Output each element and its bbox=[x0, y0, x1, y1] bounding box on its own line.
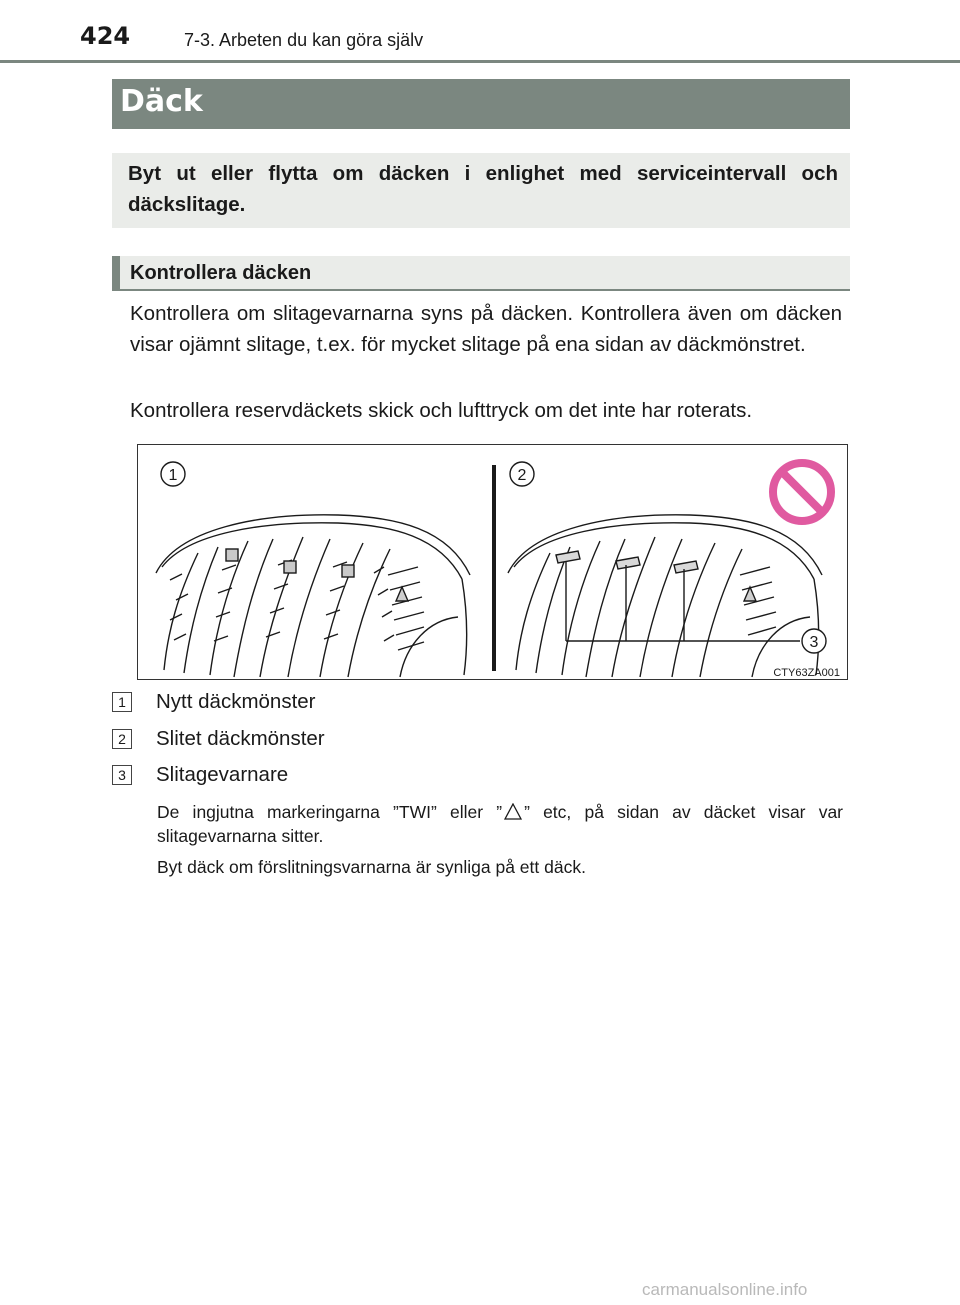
legend-label: Nytt däckmönster bbox=[156, 690, 316, 713]
legend-number: 1 bbox=[112, 692, 132, 712]
figure-code: CTY63ZA001 bbox=[773, 667, 840, 679]
page-number: 424 bbox=[80, 22, 131, 50]
body-paragraph-2: Kontrollera reservdäckets skick och lufttryck om det inte har roterats. bbox=[130, 399, 753, 422]
new-tread-tire bbox=[156, 515, 470, 677]
section-title: 7-3. Arbeten du kan göra själv bbox=[184, 30, 424, 50]
prohibition-icon bbox=[773, 463, 831, 521]
legend-label: Slitagevarnare bbox=[156, 763, 289, 786]
page-title: Däck bbox=[120, 84, 203, 119]
legend-number: 3 bbox=[112, 765, 132, 785]
legend-number: 2 bbox=[112, 729, 132, 749]
intro-text: Byt ut eller flytta om däcken i enlighet med serviceintervall och däckslitage. bbox=[128, 162, 838, 216]
twi-note-end: ” etc, på sidan av däcket visar var slitagevarnarna sitter. bbox=[157, 802, 844, 846]
callout-1: 1 bbox=[168, 467, 178, 484]
heading-accent-bar bbox=[112, 256, 120, 291]
header-rule bbox=[0, 60, 960, 63]
subsection-heading-text: Kontrollera däcken bbox=[130, 262, 312, 284]
subsection-heading bbox=[112, 256, 850, 291]
body-paragraph-1: Kontrollera om slitagevarnarna syns på däcken. Kontrollera även om däcken visar ojämnt slitage, t.ex. för mycket slitage på ena sidan av däckmönstret. bbox=[130, 302, 842, 356]
callout-2: 2 bbox=[517, 467, 527, 484]
title-bar bbox=[112, 79, 850, 129]
tire-diagram bbox=[138, 445, 849, 681]
twi-note-start: De ingjutna markeringarna ”TWI” eller ” bbox=[157, 802, 503, 822]
twi-note bbox=[157, 800, 843, 848]
replace-note: Byt däck om förslitningsvarnarna är synliga på ett däck. bbox=[157, 857, 586, 877]
callout-3: 3 bbox=[809, 634, 819, 651]
triangle-icon bbox=[504, 803, 522, 820]
intro-box bbox=[112, 153, 850, 228]
watermark: carmanualsonline.info bbox=[642, 1280, 808, 1299]
page-header bbox=[0, 0, 960, 64]
worn-tread-tire bbox=[508, 515, 822, 677]
tire-illustration bbox=[137, 444, 848, 680]
legend-label: Slitet däckmönster bbox=[156, 727, 325, 750]
